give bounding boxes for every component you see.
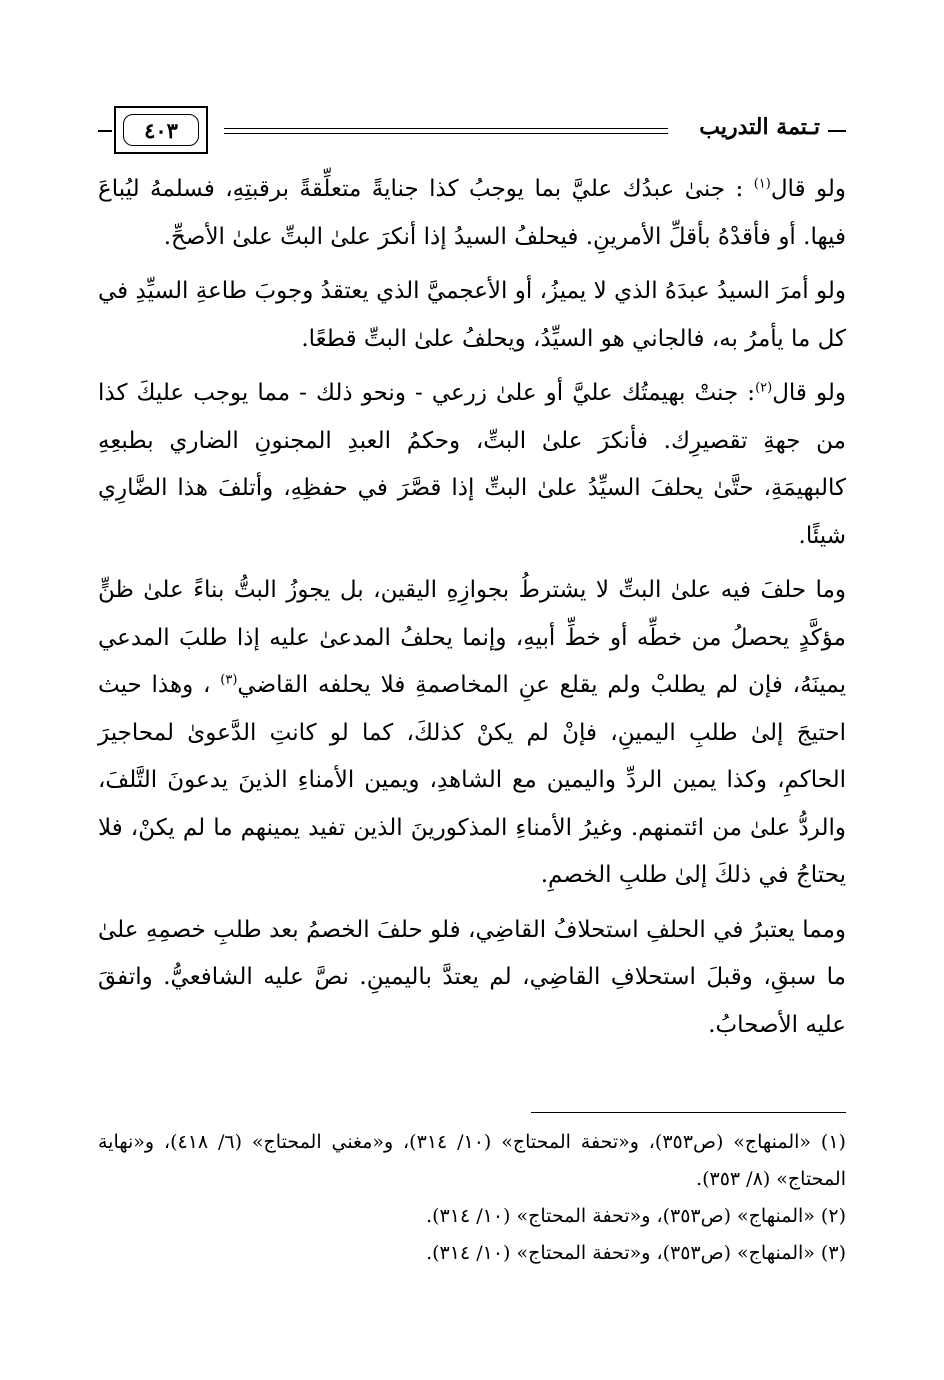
footnote-ref[interactable]: (٢) [755, 380, 773, 396]
footnote-ref[interactable]: (١) [753, 176, 771, 192]
main-text [98, 166, 846, 1056]
paragraph [98, 166, 846, 261]
header-rule-bottom [224, 133, 668, 134]
page-header [98, 100, 846, 160]
paragraph-text: ومما يعتبرُ في الحلفِ استحلافُ القاضِي، فلو حلفَ الخصمُ بعد طلبِ خصمِهِ علىٰ ما سبقِ، وقبلَ استحلافِ القاضِي، لم يعتدَّ باليمينِ. نصَّ عليه الشافعيُّ. واتفقَ عليه الأصحابُ. [98, 916, 846, 1038]
paragraph [98, 370, 846, 560]
footnote-separator [531, 1112, 846, 1113]
paragraph-text: وما حلفَ فيه علىٰ البتِّ لا يشترطُ بجوازِهِ اليقين، بل يجوزُ البتُّ بناءً علىٰ ظنٍّ مؤكَّدٍ يحصلُ من خطِّه أو خطِّ أبيهِ، وإنما يحلفُ المدعىٰ عليه إذا طلبَ المدعي يمينَهُ، فإن لم يطلبْ ولم يقلع عنِ المخاصمةِ فلا يحلفه القاضي [98, 577, 846, 698]
footnotes [98, 1124, 846, 1272]
header-rule-top [224, 128, 668, 129]
footnote: (٢) «المنهاج» (ص٣٥٣)، و«تحفة المحتاج» (١٠/ ٣١٤). [426, 1205, 846, 1227]
header-dash-right [828, 130, 846, 132]
paragraph-text: ولو أمرَ السيدُ عبدَهُ الذي لا يميزُ، أو الأعجميَّ الذي يعتقدُ وجوبَ طاعةِ السيِّدِ في كل ما يأمرُ به، فالجاني هو السيِّدُ، ويحلفُ علىٰ البتِّ قطعًا. [98, 278, 846, 352]
paragraph-text: ولو قال [770, 176, 846, 202]
page-number: ٤٠٣ [123, 114, 199, 146]
footnote-ref[interactable]: (٣) [220, 672, 238, 688]
paragraph-text: : جنتْ بهيمتُك عليَّ أو علىٰ زرعي - ونحو ذلك - مما يوجب عليكَ كذا من جهةِ تقصيرِك. فأنكرَ علىٰ البتِّ، وحكمُ العبدِ المجنونِ الضاري بطبعِهِ كالبهيمَةِ، حتَّىٰ يحلفَ السيِّدُ علىٰ البتِّ إذا قصَّرَ في حفظِهِ، وأتلفَ هذا الضَّارِي شيئًا. [98, 380, 846, 549]
running-title: تـتمة التدريب [699, 114, 820, 140]
footnote: (١) «المنهاج» (ص٣٥٣)، و«تحفة المحتاج» (١٠/ ٣١٤)، و«مغني المحتاج» (٦/ ٤١٨)، و«نهاية المحتاج» (٨/ ٣٥٣). [98, 1131, 846, 1190]
footnote: (٣) «المنهاج» (ص٣٥٣)، و«تحفة المحتاج» (١٠/ ٣١٤). [426, 1242, 846, 1264]
paragraph [98, 567, 846, 900]
paragraph-text: ، وهذا حيث احتيجَ إلىٰ طلبِ اليمينِ، فإنْ لم يكنْ كذلكَ، كما لو كانتِ الدَّعوىٰ لمحاجيرَ الحاكمِ، وكذا يمين الردِّ واليمين مع الشاهدِ، ويمين الأمناءِ الذينَ يدعونَ التَّلفَ، والردُّ علىٰ من ائتمنهم. وغيرُ الأمناءِ المذكورينَ الذين تفيد يمينهم ما لم يكنْ، فلا يحتاجُ في ذلكَ إلىٰ طلبِ الخصمِ. [98, 672, 846, 888]
paragraph-text: ولو قال [772, 380, 846, 406]
paragraph [98, 268, 846, 363]
paragraph [98, 907, 846, 1050]
page-number-frame [114, 106, 208, 154]
paragraph-text: : جنىٰ عبدُك عليَّ بما يوجبُ كذا جنايةً متعلِّقةً برقبتِهِ، فسلمهُ ليُباعَ فيها. أو فأقدْهُ بأقلِّ الأمرينِ. فيحلفُ السيدُ إذا أنكرَ علىٰ البتِّ علىٰ الأصحِّ. [98, 176, 846, 250]
header-dash-left [98, 130, 112, 132]
